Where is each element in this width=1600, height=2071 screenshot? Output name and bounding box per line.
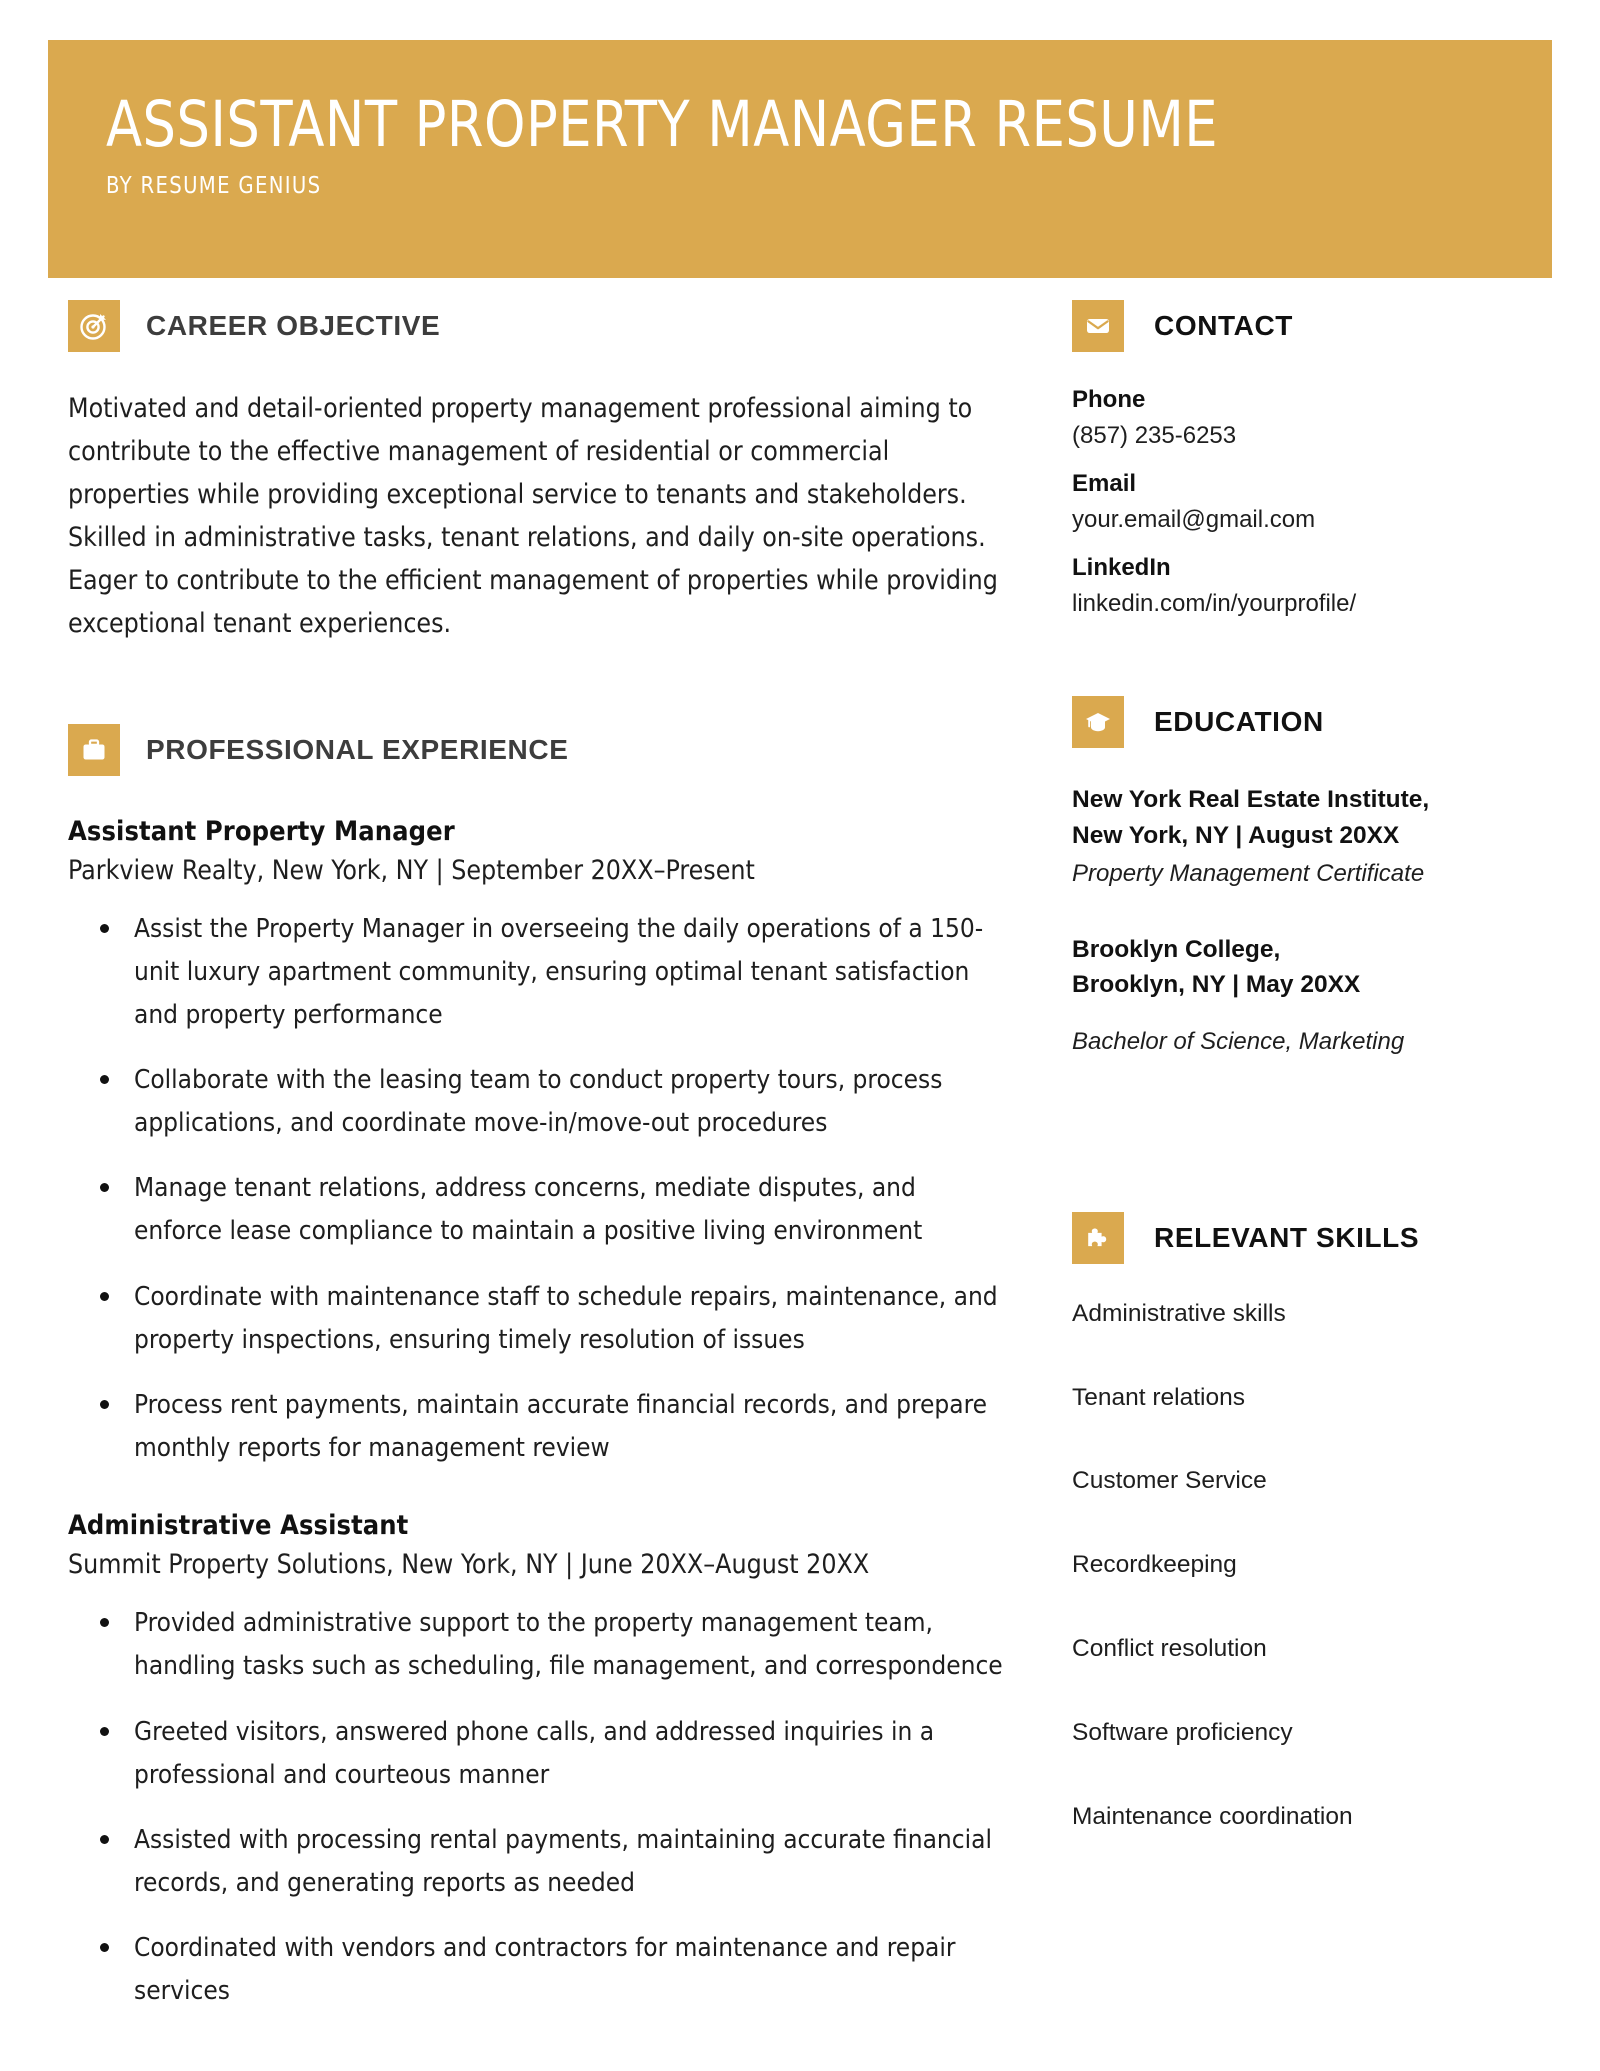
- job-bullet: Process rent payments, maintain accurate financial records, and prepare monthly reports for management review: [68, 1384, 1008, 1470]
- contact-value-email[interactable]: your.email@gmail.com: [1072, 506, 1316, 533]
- contact-label-phone: Phone: [1072, 386, 1146, 413]
- target-icon: [68, 300, 120, 352]
- education-degree: Bachelor of Science, Marketing: [1072, 1027, 1405, 1055]
- job-bullet: Assisted with processing rental payments, maintaining accurate financial records, and generating reports as needed: [68, 1819, 1008, 1905]
- skill-item: Maintenance coordination: [1072, 1802, 1353, 1830]
- job-meta: Parkview Realty, New York, NY | September 20XX–Present: [68, 854, 755, 886]
- education-school-line: New York, NY | August 20XX: [1072, 821, 1400, 849]
- job-bullet-list: [68, 908, 1008, 1471]
- section-header-career-objective: [68, 300, 1008, 352]
- skill-item: Recordkeeping: [1072, 1551, 1237, 1579]
- education-degree: Property Management Certificate: [1072, 860, 1425, 888]
- section-header-education: [1072, 696, 1552, 748]
- section-title: CAREER OBJECTIVE: [146, 310, 441, 341]
- skill-item: Customer Service: [1072, 1467, 1267, 1495]
- job-title: Administrative Assistant: [68, 1510, 409, 1542]
- skill-item: Software proficiency: [1072, 1718, 1293, 1746]
- education-entry: [1072, 932, 1552, 1060]
- spacer: [1072, 1100, 1552, 1212]
- envelope-icon: [1072, 300, 1124, 352]
- job-bullet: Provided administrative support to the property management team, handling tasks such as scheduling, file management, and correspondence: [68, 1602, 1008, 1688]
- spacer: [1072, 622, 1552, 696]
- job-bullet: Coordinated with vendors and contractors for maintenance and repair services: [68, 1927, 1008, 2013]
- graduation-cap-icon: [1072, 696, 1124, 748]
- puzzle-piece-icon: [1072, 1212, 1124, 1264]
- experience-entry: [68, 816, 1008, 1471]
- section-title: CONTACT: [1154, 310, 1293, 341]
- contact-label-email: Email: [1072, 470, 1137, 497]
- section-header-professional-experience: [68, 724, 1008, 776]
- section-title: PROFESSIONAL EXPERIENCE: [146, 733, 569, 765]
- skills-list: [1072, 1298, 1552, 1833]
- contact-label-linkedin: LinkedIn: [1072, 554, 1171, 581]
- job-bullet: Coordinate with maintenance staff to schedule repairs, maintenance, and property inspections, ensuring timely resolution of issues: [68, 1276, 1008, 1362]
- job-bullet: Manage tenant relations, address concerns, mediate disputes, and enforce lease compliance to maintain a positive living environment: [68, 1167, 1008, 1253]
- sidebar-column: [1030, 300, 1600, 1885]
- job-bullet-list: [68, 1602, 1008, 2013]
- section-title: EDUCATION: [1154, 706, 1324, 737]
- section-title: RELEVANT SKILLS: [1154, 1221, 1420, 1253]
- resume-banner: [48, 40, 1552, 278]
- career-objective-text: Motivated and detail-oriented property management professional aiming to contribute to the effective management of residential or commercial properties while providing exceptional service to tenants and stakeholders. Skilled in administrative tasks, tenant relations, and daily on-site operations. Eager to contribute to the efficient management of properties while providing exceptional tenant experiences.: [68, 393, 998, 639]
- experience-entry: [68, 1510, 1008, 2013]
- main-column: [0, 300, 1030, 2036]
- contact-value-phone[interactable]: (857) 235-6253: [1072, 422, 1237, 449]
- contact-value-linkedin[interactable]: linkedin.com/in/yourprofile/: [1072, 590, 1357, 617]
- skill-item: Administrative skills: [1072, 1299, 1286, 1327]
- resume-body: [0, 300, 1600, 2036]
- education-school-line: Brooklyn College,: [1072, 935, 1281, 963]
- job-bullet: Greeted visitors, answered phone calls, and addressed inquiries in a professional and courteous manner: [68, 1711, 1008, 1797]
- job-bullet: Collaborate with the leasing team to conduct property tours, process applications, and coordinate move-in/move-out procedures: [68, 1059, 1008, 1145]
- banner-byline: BY RESUME GENIUS: [106, 173, 322, 200]
- job-bullet: Assist the Property Manager in overseeing the daily operations of a 150-unit luxury apartment community, ensuring optimal tenant satisfaction and property performance: [68, 908, 1008, 1037]
- skill-item: Conflict resolution: [1072, 1635, 1267, 1663]
- page-title: ASSISTANT PROPERTY MANAGER RESUME: [106, 88, 1219, 161]
- education-entry: [1072, 782, 1552, 892]
- education-list: [1072, 782, 1552, 1060]
- job-meta: Summit Property Solutions, New York, NY | June 20XX–August 20XX: [68, 1549, 870, 1581]
- section-header-relevant-skills: [1072, 1212, 1552, 1264]
- section-header-contact: [1072, 300, 1552, 352]
- spacer: [68, 646, 1008, 724]
- job-title: Assistant Property Manager: [68, 815, 455, 847]
- contact-details: [1072, 382, 1552, 622]
- education-school-line: New York Real Estate Institute,: [1072, 786, 1430, 813]
- briefcase-icon: [68, 724, 120, 776]
- education-school-line: Brooklyn, NY | May 20XX: [1072, 971, 1361, 999]
- skill-item: Tenant relations: [1072, 1383, 1245, 1411]
